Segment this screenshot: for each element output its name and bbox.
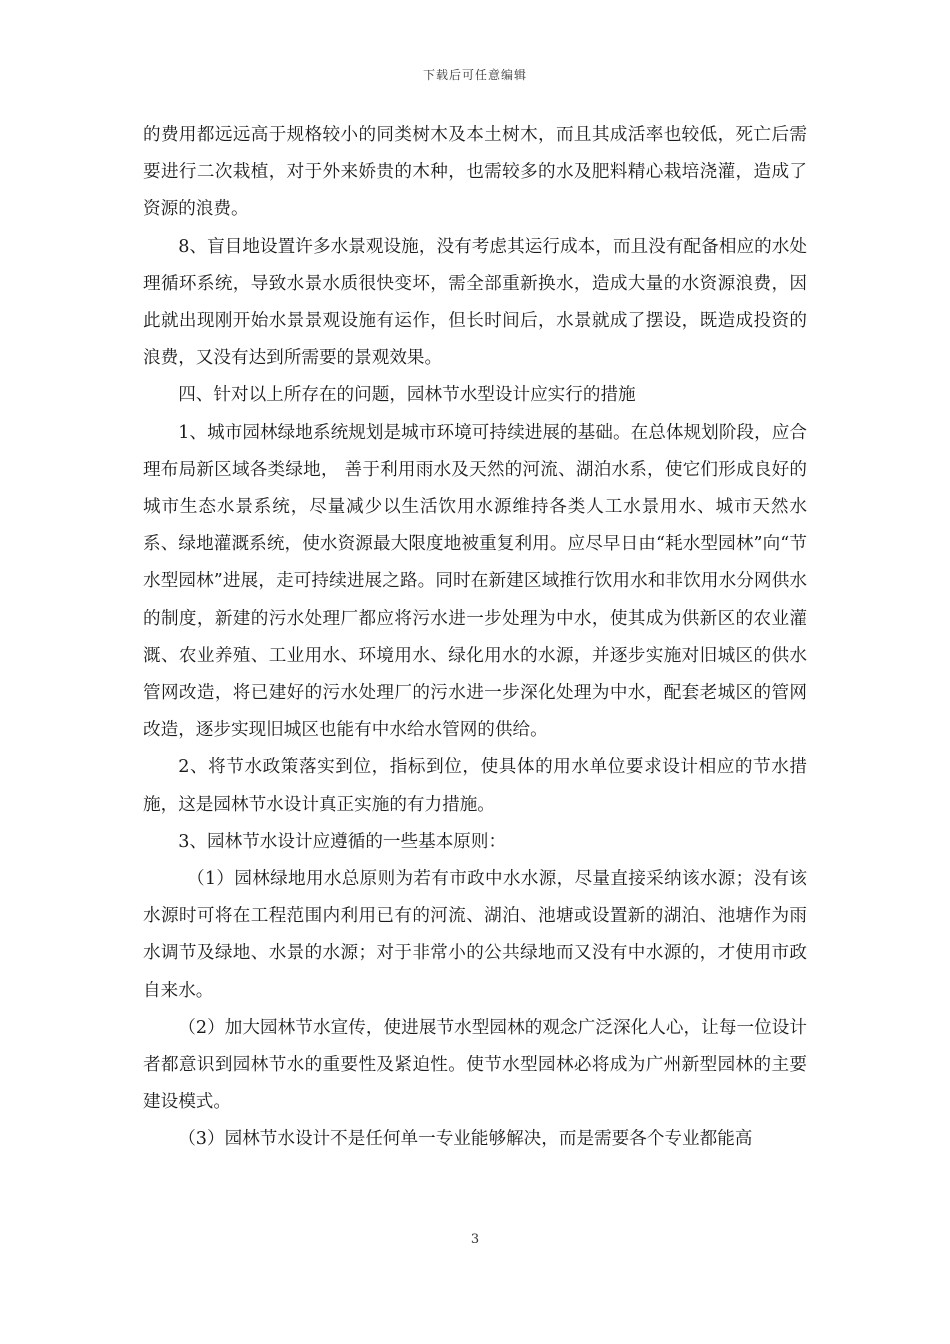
paragraph-item-8: 8、盲目地设置许多水景观设施，没有考虑其运行成本，而且没有配备相应的水处理循环系统，导致水景水质很快变坏，需全部重新换水，造成大量的水资源浪费，因此就出现刚开始水景景观设施有运作，但长时间后，水景就成了摆设，既造成投资的浪费，又没有达到所需要的景观效果。 [143,236,807,369]
paragraph-measure-3: 3、园林节水设计应遵循的一些基本原则： [178,831,507,852]
document-body [143,117,807,1159]
page-number: 3 [470,1232,480,1247]
paragraph-measure-1: 1、城市园林绿地系统规划是城市环境可持续进展的基础。在总体规划阶段，应合理布局新区域各类绿地， 善于利用雨水及天然的河流、湖泊水系，使它们形成良好的城市生态水景系统，尽量减少以生活饮用水源维持各类人工水景用水、城市天然水系、绿地灌溉系统，使水资源最大限度地被重复利用。应尽早日由“耗水型园林”向“节水型园林”进展，走可持续进展之路。同时在新建区域推行饮用水和非饮用水分网供水的制度，新建的污水处理厂都应将污水进一步处理为中水，使其成为供新区的农业灌溉、农业养殖、工业用水、环境用水、绿化用水的水源，并逐步实施对旧城区的供水管网改造，将已建好的污水处理厂的污水进一步深化处理为中水，配套老城区的管网改造，逐步实现旧城区也能有中水给水管网的供给。 [143,422,807,741]
paragraph-continuation: 的费用都远远高于规格较小的同类树木及本土树木，而且其成活率也较低，死亡后需要进行二次栽植，对于外来娇贵的木种，也需较多的水及肥料精心栽培浇灌，造成了资源的浪费。 [143,125,807,220]
paragraph-principle-1: （1）园林绿地用水总原则为若有市政中水水源，尽量直接采纳该水源；没有该水源时可将在工程范围内利用已有的河流、湖泊、池塘或设置新的湖泊、池塘作为雨水调节及绿地、水景的水源；对于非常小的公共绿地而又没有中水源的，才使用市政自来水。 [143,869,807,1001]
page-header: 下载后可任意编辑 [422,68,527,82]
paragraph-measure-2: 2、将节水政策落实到位，指标到位，使具体的用水单位要求设计相应的节水措施，这是园林节水设计真正实施的有力措施。 [143,757,807,815]
section-heading-4: 四、针对以上所存在的问题，园林节水型设计应实行的措施 [178,385,636,406]
paragraph-principle-2: （2）加大园林节水宣传，使进展节水型园林的观念广泛深化人心，让每一位设计者都意识到园林节水的重要性及紧迫性。使节水型园林必将成为广州新型园林的主要建设模式。 [143,1017,807,1113]
paragraph-principle-3: （3）园林节水设计不是任何单一专业能够解决，而是需要各个专业都能高 [178,1129,753,1150]
